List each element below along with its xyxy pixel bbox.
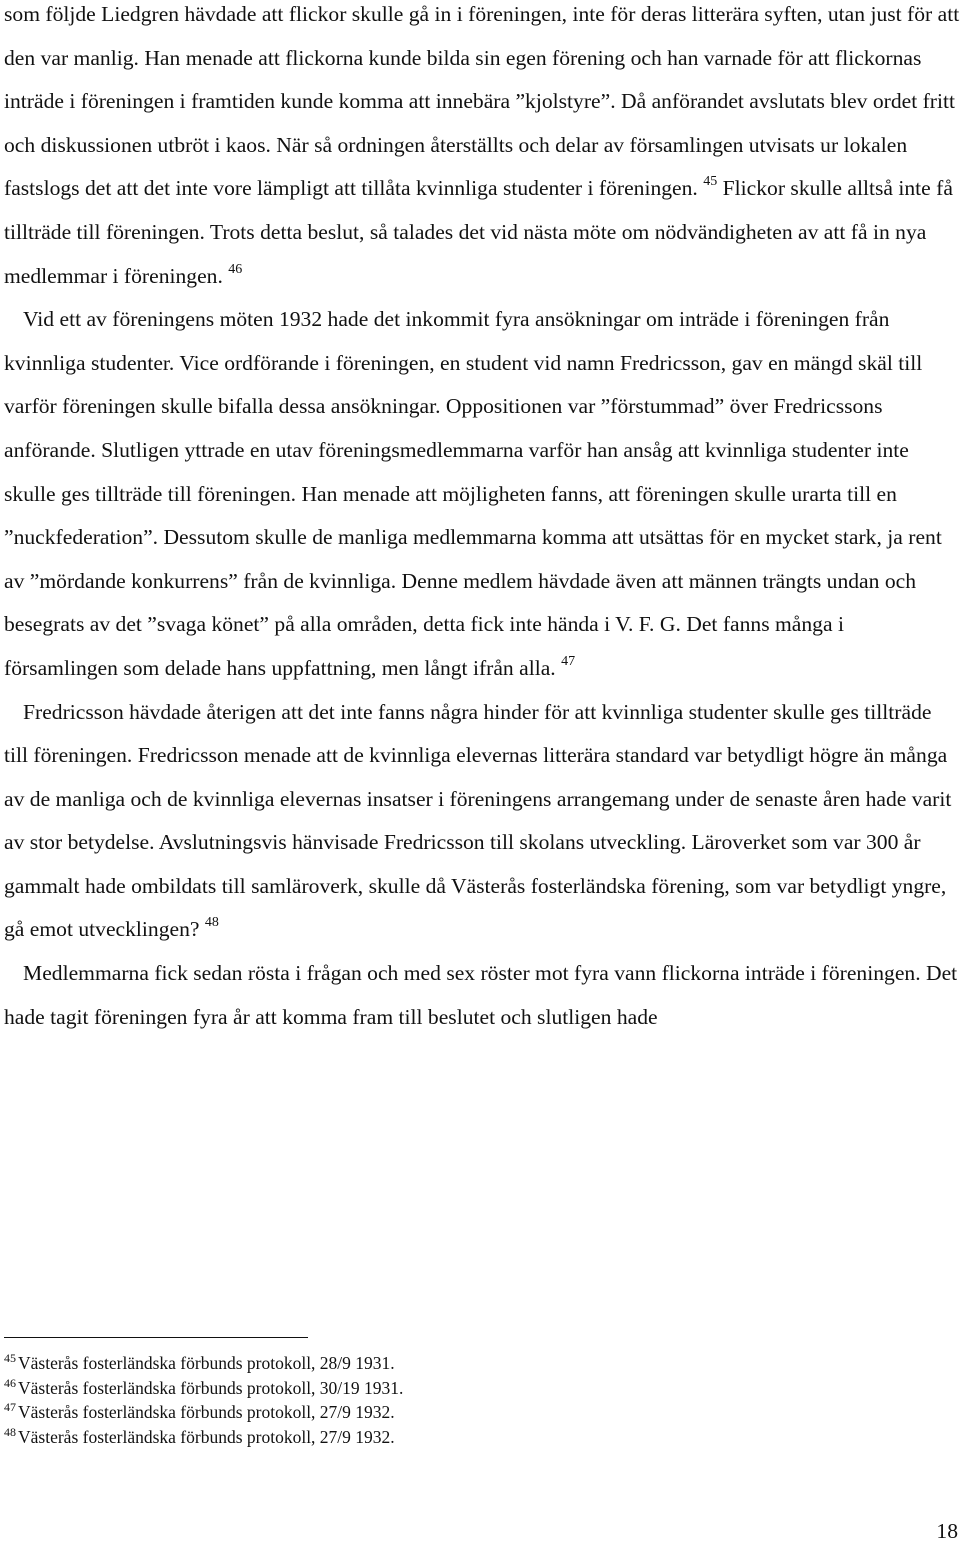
footnote-46 (4, 1376, 904, 1401)
footnote-number: 48 (4, 1424, 16, 1439)
paragraph-1-text-b: Flickor skulle alltså inte få tillträde till föreningen. Trots detta beslut, så talades det vid nästa möte om nödvändigheten av att få in nya medlemmar i föreningen. (4, 176, 953, 288)
footnote-text: Västerås fosterländska förbunds protokoll, 27/9 1932. (18, 1402, 395, 1423)
paragraph-4-text: Medlemmarna fick sedan rösta i frågan och med sex röster mot fyra vann flickorna inträde i föreningen. Det hade tagit föreningen fyra år att komma fram till beslutet och slutligen hade (4, 961, 958, 1029)
footnote-45 (4, 1351, 904, 1376)
footnote-text: Västerås fosterländska förbunds protokoll, 27/9 1932. (18, 1426, 395, 1447)
footnote-text: Västerås fosterländska förbunds protokoll, 30/19 1931. (18, 1377, 404, 1398)
paragraph-4 (4, 952, 960, 1039)
paragraph-3-text: Fredricsson hävdade återigen att det inte fanns några hinder för att kvinnliga studenter skulle ges tillträde till föreningen. Fredricsson menade att de kvinnliga elevernas litterära standard var betydligt högre än många av de manliga och de kvinnliga elevernas insatser i föreningens arrangemang under de senaste åren hade varit av stor betydelse. Avslutningsvis hänvisade Fredricsson till skolans utveckling. Läroverket som var 300 år gammalt hade ombildats till samläroverk, skulle då Västerås fosterländska förening, som var betydligt yngre, gå emot utvecklingen? (4, 699, 952, 942)
body-text (4, 0, 960, 1039)
footnote-ref-47[interactable]: 47 (561, 653, 576, 669)
paragraph-2-text: Vid ett av föreningens möten 1932 hade det inkommit fyra ansökningar om inträde i föreningen från kvinnliga studenter. Vice ordförande i föreningen, en student vid namn Fredricsson, gav en mängd skäl till varför föreningen skulle bifalla dessa ansökningar. Oppositionen var ”förstummad” över Fredricssons anförande. Slutligen yttrade en utav föreningsmedlemmarna varför han ansåg att kvinnliga studenter inte skulle ges tillträde till föreningen. Han menade att möjligheten fanns, att föreningen skulle urarta till en ”nuckfederation”. Dessutom skulle de manliga medlemmarna komma att utsättas för en mycket stark, ja rent av ”mördande konkurrens” från de kvinnliga. Denne medlem hävdade även att männen trängts undan och besegrats av det ”svaga könet” på alla områden, detta fick inte hända i V. F. G. Det fanns många i församlingen som delade hans uppfattning, men långt ifrån alla. (4, 307, 942, 680)
footnote-text: Västerås fosterländska förbunds protokoll, 28/9 1931. (18, 1353, 395, 1373)
footnote-number: 45 (4, 1351, 16, 1365)
paragraph-1-text-a: som följde Liedgren hävdade att flickor skulle gå in i föreningen, inte för deras litterära syften, utan just för att den var manlig. Han menade att flickorna kunde bilda sin egen förening och han varnade för att flickornas inträde i föreningen i framtiden kunde komma att innebära ”kjolstyre”. Då anförandet avslutats blev ordet fritt och diskussionen utbröt i kaos. När så ordningen återställts och delar av församlingen utvisats ur lokalen fastslogs det att det inte vore lämpligt att tillåta kvinnliga studenter i föreningen. (4, 2, 960, 201)
footnote-number: 46 (4, 1375, 16, 1390)
footnote-48 (4, 1425, 904, 1450)
footnotes (4, 1351, 904, 1449)
footnote-number: 47 (4, 1400, 16, 1415)
footnote-ref-46[interactable]: 46 (228, 261, 243, 277)
page-number: 18 (936, 1519, 958, 1543)
paragraph-1 (4, 0, 960, 298)
paragraph-3 (4, 691, 960, 953)
paragraph-2 (4, 298, 960, 690)
footnote-ref-45[interactable]: 45 (703, 174, 718, 190)
footnote-divider (4, 1337, 308, 1338)
footnote-47 (4, 1400, 904, 1425)
footnote-ref-48[interactable]: 48 (204, 915, 219, 931)
